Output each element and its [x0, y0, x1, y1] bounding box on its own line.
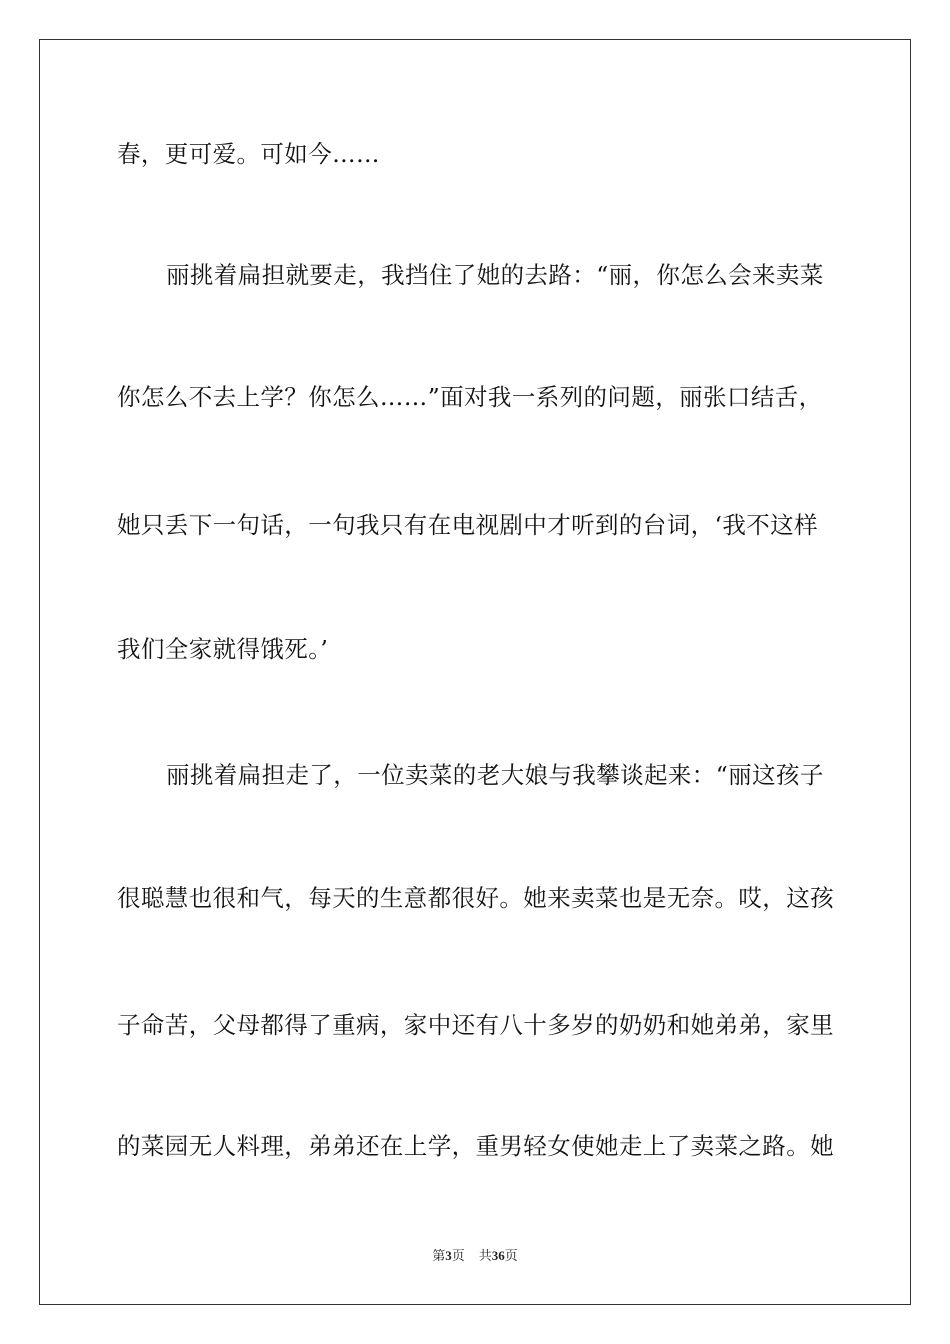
footer-total-prefix: 共	[478, 1249, 492, 1264]
text-line-1: 春，更可爱。可如今……	[117, 140, 380, 168]
footer-total-pages: 36	[491, 1248, 505, 1263]
footer-page-number: 3	[445, 1248, 452, 1263]
text-line-6: 丽挑着扁担走了，一位卖菜的老大娘与我攀谈起来：“丽这孩子	[166, 761, 824, 789]
text-line-8: 子命苦，父母都得了重病，家中还有八十多岁的奶奶和她弟弟，家里	[117, 1011, 834, 1039]
text-line-4: 她只丢下一句话，一句我只有在电视剧中才听到的台词，‘我不这样	[117, 511, 818, 539]
text-line-5: 我们全家就得饿死。’	[117, 635, 329, 663]
text-line-7: 很聪慧也很和气，每天的生意都很好。她来卖菜也是无奈。哎，这孩	[117, 884, 834, 912]
text-line-2: 丽挑着扁担就要走，我挡住了她的去路：“丽，你怎么会来卖菜	[166, 261, 824, 289]
footer-page-suffix: 页	[451, 1249, 465, 1264]
page-border	[39, 39, 911, 1305]
text-line-9: 的菜园无人料理，弟弟还在上学，重男轻女使她走上了卖菜之路。她	[117, 1132, 834, 1160]
footer-total-suffix: 页	[504, 1249, 518, 1264]
text-line-3: 你怎么不去上学？你怎么……”面对我一系列的问题，丽张口结舌，	[117, 383, 823, 411]
footer-page-prefix: 第	[432, 1249, 446, 1264]
page-footer	[0, 1246, 950, 1267]
